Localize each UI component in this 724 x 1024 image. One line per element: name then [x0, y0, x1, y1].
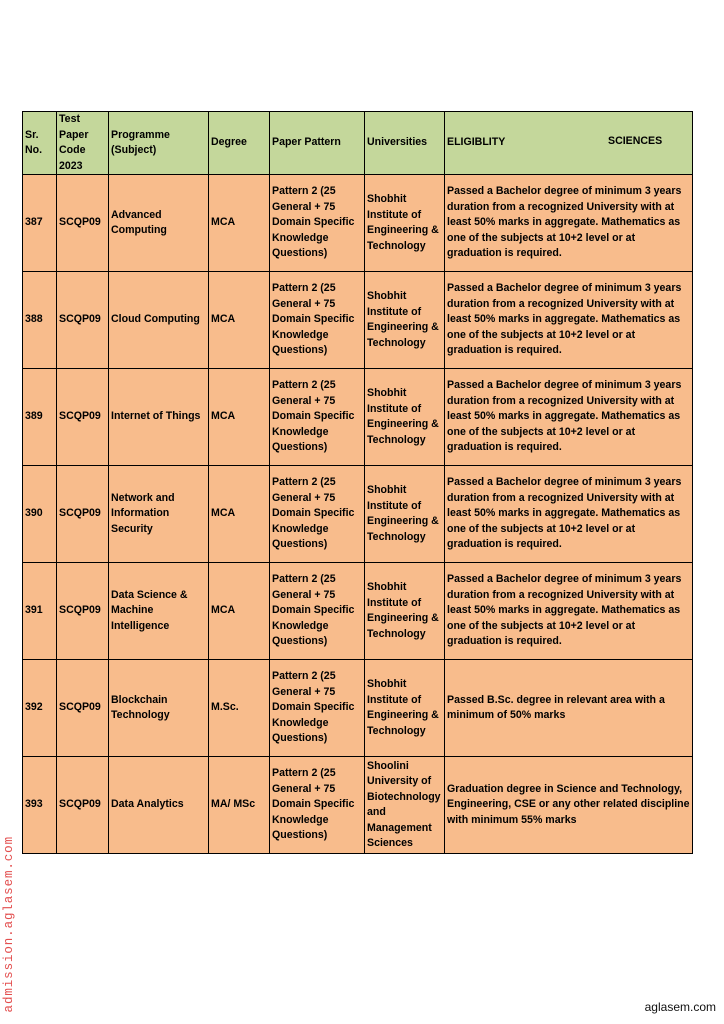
header-paper-pattern: Paper Pattern: [270, 112, 365, 175]
cell-paper-code: SCQP09: [57, 369, 109, 466]
programmes-table: [22, 111, 693, 854]
cell-paper-code: SCQP09: [57, 563, 109, 660]
cell-programme: Advanced Computing: [109, 175, 209, 272]
cell-paper-code: SCQP09: [57, 175, 109, 272]
cell-degree: MCA: [209, 563, 270, 660]
cell-eligibility: Passed a Bachelor degree of minimum 3 years duration from a recognized University with at least 50% marks in aggregate. Mathematics as one of the subjects at 10+2 level or at graduation is required.: [445, 369, 693, 466]
cell-degree: MCA: [209, 175, 270, 272]
header-paper-code: Test Paper Code 2023: [57, 112, 109, 175]
table-row: [23, 757, 693, 854]
cell-programme: Blockchain Technology: [109, 660, 209, 757]
footer-site: aglasem.com: [644, 1000, 716, 1014]
cell-programme: Data Science & Machine Intelligence: [109, 563, 209, 660]
cell-degree: MCA: [209, 369, 270, 466]
cell-eligibility: Graduation degree in Science and Technology, Engineering, CSE or any other related discipline with minimum 55% marks: [445, 757, 693, 854]
cell-paper-code: SCQP09: [57, 757, 109, 854]
cell-university: Shobhit Institute of Engineering & Technology: [365, 369, 445, 466]
cell-university: Shobhit Institute of Engineering & Technology: [365, 272, 445, 369]
cell-sr-no: 393: [23, 757, 57, 854]
cell-paper-pattern: Pattern 2 (25 General + 75 Domain Specific Knowledge Questions): [270, 272, 365, 369]
cell-sr-no: 390: [23, 466, 57, 563]
cell-university: Shobhit Institute of Engineering & Technology: [365, 660, 445, 757]
table-row: [23, 369, 693, 466]
cell-sr-no: 387: [23, 175, 57, 272]
cell-programme: Internet of Things: [109, 369, 209, 466]
cell-programme: Data Analytics: [109, 757, 209, 854]
cell-university: Shobhit Institute of Engineering & Technology: [365, 175, 445, 272]
header-programme: Programme (Subject): [109, 112, 209, 175]
cell-paper-pattern: Pattern 2 (25 General + 75 Domain Specific Knowledge Questions): [270, 369, 365, 466]
header-sr-no: Sr. No.: [23, 112, 57, 175]
cell-programme: Cloud Computing: [109, 272, 209, 369]
watermark: admission.aglasem.com: [2, 835, 16, 1012]
cell-sr-no: 388: [23, 272, 57, 369]
cell-eligibility: Passed B.Sc. degree in relevant area with a minimum of 50% marks: [445, 660, 693, 757]
cell-university: Shobhit Institute of Engineering & Technology: [365, 466, 445, 563]
header-eligibility-label: ELIGIBLITY: [447, 136, 506, 149]
cell-paper-code: SCQP09: [57, 660, 109, 757]
table-row: [23, 272, 693, 369]
cell-degree: MCA: [209, 272, 270, 369]
cell-sr-no: 391: [23, 563, 57, 660]
header-stream: SCIENCES: [608, 135, 663, 147]
cell-university: Shoolini University of Biotechnology and Management Sciences: [365, 757, 445, 854]
cell-eligibility: Passed a Bachelor degree of minimum 3 years duration from a recognized University with at least 50% marks in aggregate. Mathematics as one of the subjects at 10+2 level or at graduation is required.: [445, 272, 693, 369]
cell-university: Shobhit Institute of Engineering & Technology: [365, 563, 445, 660]
cell-paper-pattern: Pattern 2 (25 General + 75 Domain Specific Knowledge Questions): [270, 466, 365, 563]
cell-paper-code: SCQP09: [57, 272, 109, 369]
cell-paper-pattern: Pattern 2 (25 General + 75 Domain Specific Knowledge Questions): [270, 660, 365, 757]
cell-eligibility: Passed a Bachelor degree of minimum 3 years duration from a recognized University with at least 50% marks in aggregate. Mathematics as one of the subjects at 10+2 level or at graduation is required.: [445, 466, 693, 563]
cell-degree: MCA: [209, 466, 270, 563]
cell-degree: MA/ MSc: [209, 757, 270, 854]
table-row: [23, 175, 693, 272]
cell-eligibility: Passed a Bachelor degree of minimum 3 years duration from a recognized University with at least 50% marks in aggregate. Mathematics as one of the subjects at 10+2 level or at graduation is required.: [445, 175, 693, 272]
cell-paper-code: SCQP09: [57, 466, 109, 563]
cell-paper-pattern: Pattern 2 (25 General + 75 Domain Specific Knowledge Questions): [270, 757, 365, 854]
table-row: [23, 466, 693, 563]
header-degree: Degree: [209, 112, 270, 175]
cell-eligibility: Passed a Bachelor degree of minimum 3 years duration from a recognized University with at least 50% marks in aggregate. Mathematics as one of the subjects at 10+2 level or at graduation is required.: [445, 563, 693, 660]
cell-paper-pattern: Pattern 2 (25 General + 75 Domain Specific Knowledge Questions): [270, 175, 365, 272]
cell-programme: Network and Information Security: [109, 466, 209, 563]
header-eligibility: [445, 112, 693, 175]
cell-degree: M.Sc.: [209, 660, 270, 757]
header-universities: Universities: [365, 112, 445, 175]
header-row: [23, 112, 693, 175]
cell-paper-pattern: Pattern 2 (25 General + 75 Domain Specific Knowledge Questions): [270, 563, 365, 660]
table-row: [23, 660, 693, 757]
cell-sr-no: 389: [23, 369, 57, 466]
table-row: [23, 563, 693, 660]
cell-sr-no: 392: [23, 660, 57, 757]
